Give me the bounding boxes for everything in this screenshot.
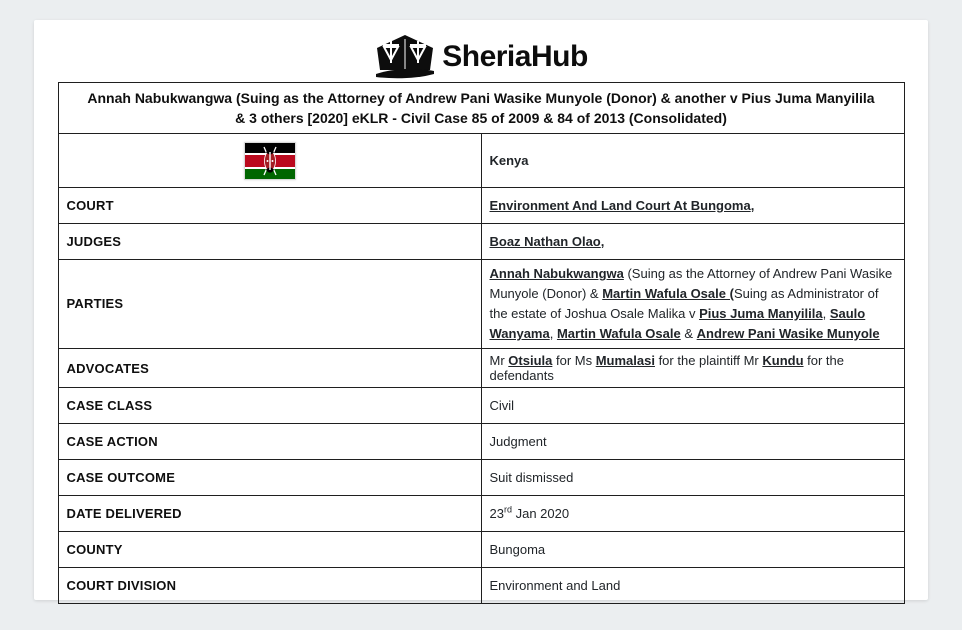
case-link[interactable]: Martin Wafula Osale	[556, 326, 681, 341]
row-label-parties: PARTIES	[58, 260, 481, 349]
parties-value	[481, 260, 904, 349]
row-label-court-division: COURT DIVISION	[58, 568, 481, 604]
country-name: Kenya	[489, 153, 529, 168]
row-label-case-outcome: CASE OUTCOME	[58, 460, 481, 496]
kenya-flag-icon	[244, 142, 296, 180]
row-label-date-delivered: DATE DELIVERED	[58, 496, 481, 532]
sheriahub-logo[interactable]	[34, 20, 928, 81]
case-link[interactable]: Martin Wafula Osale (	[602, 286, 734, 301]
row-label-advocates: ADVOCATES	[58, 349, 481, 388]
case-link[interactable]: Pius Juma Manyilila	[699, 306, 823, 321]
row-advocates	[58, 349, 904, 388]
date-rest: Jan 2020	[511, 506, 570, 521]
text-segment: Mr	[489, 353, 509, 368]
text-segment: &	[680, 326, 697, 341]
case-link[interactable]: Kundu	[762, 353, 804, 368]
case-card	[34, 20, 928, 600]
row-case-action	[58, 424, 904, 460]
case-action-value: Judgment	[481, 424, 904, 460]
text-segment: Suing as Administrator of the estate of Joshua Osale Malika v	[489, 286, 879, 321]
row-date-delivered	[58, 496, 904, 532]
country-row	[58, 134, 904, 188]
advocates-value	[481, 349, 904, 388]
row-case-class	[58, 388, 904, 424]
judge-link[interactable]: Boaz Nathan Olao	[489, 234, 601, 249]
case-link[interactable]: Saulo Wanyama	[489, 306, 866, 341]
text-segment: ,	[822, 306, 830, 321]
case-link[interactable]: Annah Nabukwangwa	[489, 266, 624, 281]
case-class-value: Civil	[481, 388, 904, 424]
row-county	[58, 532, 904, 568]
row-court-division	[58, 568, 904, 604]
scales-of-justice-icon	[374, 34, 436, 81]
text-suffix: ,	[600, 234, 605, 249]
date-delivered-value	[481, 496, 904, 532]
row-court	[58, 188, 904, 224]
court-division-value: Environment and Land	[481, 568, 904, 604]
row-label-court: COURT	[58, 188, 481, 224]
case-link[interactable]: Mumalasi	[595, 353, 655, 368]
row-judges	[58, 224, 904, 260]
text-segment: (Suing as the Attorney of Andrew Pani Wasike Munyole (Donor) &	[489, 266, 893, 301]
row-label-judges: JUDGES	[58, 224, 481, 260]
county-value: Bungoma	[481, 532, 904, 568]
text-segment: for the defendants	[489, 353, 844, 383]
case-outcome-value: Suit dismissed	[481, 460, 904, 496]
text-segment: ,	[549, 326, 557, 341]
case-title: Annah Nabukwangwa (Suing as the Attorney of Andrew Pani Wasike Munyole (Donor) & another v Pius Juma Manyilila & 3 others [2020] eKLR - Civil Case 85 of 2009 & 84 of 2013 (Consolidated)	[58, 83, 904, 134]
row-label-case-class: CASE CLASS	[58, 388, 481, 424]
row-label-case-action: CASE ACTION	[58, 424, 481, 460]
logo-text: SheriaHub	[442, 40, 588, 73]
row-label-county: COUNTY	[58, 532, 481, 568]
case-link[interactable]: Otsiula	[508, 353, 553, 368]
court-link[interactable]: Environment And Land Court At Bungoma	[489, 198, 751, 213]
case-link[interactable]: Andrew Pani Wasike Munyole	[696, 326, 880, 341]
case-details-table	[58, 82, 905, 604]
date-day: 23	[489, 506, 504, 521]
text-segment: for the plaintiff Mr	[654, 353, 763, 368]
row-parties	[58, 260, 904, 349]
text-suffix: ,	[750, 198, 755, 213]
date-ordinal: rd	[503, 504, 512, 515]
case-title-row	[58, 83, 904, 134]
text-segment: for Ms	[552, 353, 596, 368]
row-case-outcome	[58, 460, 904, 496]
